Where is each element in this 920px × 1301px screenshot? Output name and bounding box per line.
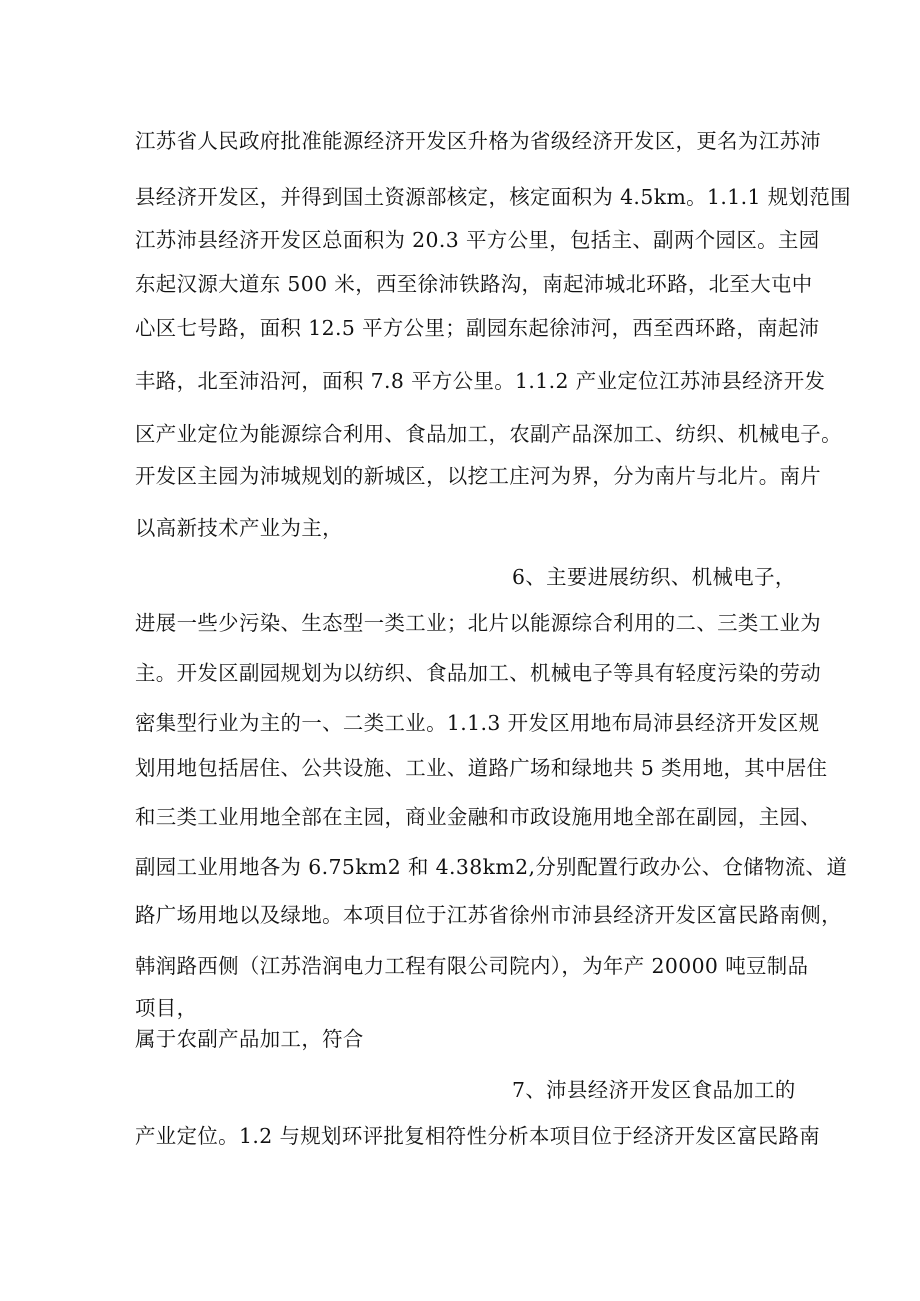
text-line: 路广场用地以及绿地。本项目位于江苏省徐州市沛县经济开发区富民路南侧， <box>135 903 842 927</box>
text-line: 丰路，北至沛沿河，面积 7.8 平方公里。1.1.2 产业定位江苏沛县经济开发 <box>135 369 826 393</box>
text-line: 项目， <box>135 996 198 1020</box>
text-line: 划用地包括居住、公共设施、工业、道路广场和绿地共 5 类用地，其中居住 <box>135 756 828 780</box>
text-line: 和三类工业用地全部在主园，商业金融和市政设施用地全部在副园，主园、 <box>135 805 822 829</box>
text-line: 6、主要进展纺织、机械电子， <box>512 565 796 589</box>
text-line: 以高新技术产业为主， <box>135 516 343 540</box>
text-line: 主。开发区副园规划为以纺织、食品加工、机械电子等具有轻度污染的劳动 <box>135 661 822 685</box>
text-line: 进展一些少污染、生态型一类工业；北片以能源综合利用的二、三类工业为 <box>135 611 822 635</box>
text-line: 密集型行业为主的一、二类工业。1.1.3 开发区用地布局沛县经济开发区规 <box>135 711 820 735</box>
text-line: 副园工业用地各为 6.75km2 和 4.38km2,分别配置行政办公、仓储物流、道 <box>135 855 848 879</box>
text-line: 东起汉源大道东 500 米，西至徐沛铁路沟，南起沛城北环路，北至大屯中 <box>135 272 813 296</box>
text-line: 7、沛县经济开发区食品加工的 <box>512 1078 796 1102</box>
text-line: 属于农副产品加工，符合 <box>135 1027 364 1051</box>
text-line: 江苏省人民政府批准能源经济开发区升格为省级经济开发区，更名为江苏沛 <box>135 129 822 153</box>
text-line: 县经济开发区，并得到国土资源部核定，核定面积为 4.5km。1.1.1 规划范围 <box>135 185 851 209</box>
text-line: 开发区主园为沛城规划的新城区，以挖工庄河为界，分为南片与北片。南片 <box>135 464 822 488</box>
text-line: 心区七号路，面积 12.5 平方公里；副园东起徐沛河，西至西环路，南起沛 <box>135 316 820 340</box>
text-line: 产业定位。1.2 与规划环评批复相符性分析本项目位于经济开发区富民路南 <box>135 1124 821 1148</box>
text-line: 韩润路西侧（江苏浩润电力工程有限公司院内），为年产 20000 吨豆制品 <box>135 954 809 978</box>
text-line: 区产业定位为能源综合利用、食品加工，农副产品深加工、纺织、机械电子。 <box>135 422 842 446</box>
text-line: 江苏沛县经济开发区总面积为 20.3 平方公里，包括主、副两个园区。主园 <box>135 228 820 252</box>
